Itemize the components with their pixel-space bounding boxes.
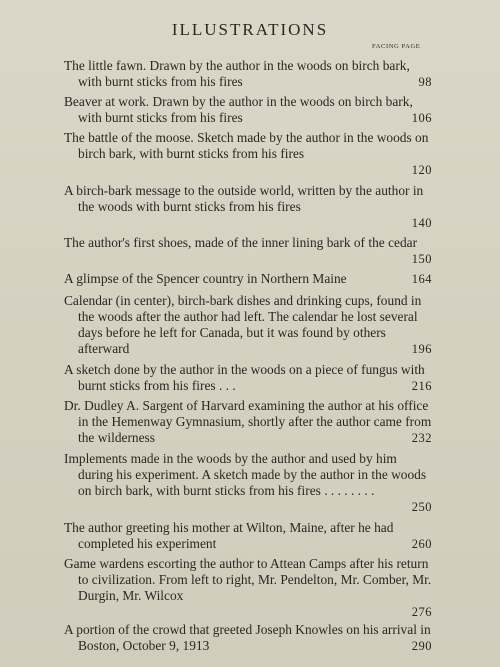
entry-page-number: 276	[411, 605, 432, 619]
entry-page-number: 216	[411, 379, 432, 393]
entry-caption: Game wardens escorting the author to Attean Camps after his return to civilization. From left to right, Mr. Pendelton, Mr. Comber, Mr. Durgin, Mr. Wilcox	[64, 556, 432, 603]
entry-caption: The author's first shoes, made of the inner lining bark of the cedar	[64, 235, 418, 250]
illustration-entry	[64, 451, 432, 515]
entry-caption: Dr. Dudley A. Sargent of Harvard examining the author at his office in the Hemenway Gymnasium, shortly after the author came from the wilderness	[64, 398, 432, 445]
entry-page-number: 150	[411, 252, 432, 266]
illustration-entry	[64, 94, 432, 126]
entry-caption: A birch-bark message to the outside world, written by the author in the woods with burnt sticks from his fires	[64, 183, 424, 214]
entry-page-number: 196	[411, 342, 432, 356]
entry-caption: A glimpse of the Spencer country in Northern Maine	[64, 271, 347, 286]
entry-page-number: 250	[411, 500, 432, 514]
illustration-entry	[64, 362, 432, 394]
illustration-entry	[64, 183, 432, 231]
illustration-entry	[64, 235, 432, 267]
entry-page-number: 290	[411, 639, 432, 653]
illustration-entry	[64, 556, 432, 620]
entry-page-number: 164	[411, 272, 432, 286]
illustration-entry	[64, 271, 432, 287]
entry-caption: The battle of the moose. Sketch made by the author in the woods on birch bark, with burnt sticks from his fires	[64, 130, 429, 161]
entry-caption: Beaver at work. Drawn by the author in the woods on birch bark, with burnt sticks from his fires	[64, 94, 413, 125]
entry-caption: A sketch done by the author in the woods on a piece of fungus with burnt sticks from his fires . . .	[64, 362, 425, 393]
entry-caption: The little fawn. Drawn by the author in the woods on birch bark, with burnt sticks from his fires	[64, 58, 410, 89]
illustration-entry	[64, 520, 432, 552]
entry-page-number: 106	[411, 111, 432, 125]
entry-caption: Implements made in the woods by the author and used by him during his experiment. A sketch made by the author in the woods on birch bark, with burnt sticks from his fires . . . . . . . .	[64, 451, 427, 498]
page-title: ILLUSTRATIONS	[171, 20, 329, 39]
facing-page-label: FACING PAGE	[372, 43, 421, 50]
illustration-entry	[64, 293, 432, 357]
entry-page-number: 120	[411, 163, 432, 177]
entry-page-number: 260	[411, 537, 432, 551]
entry-caption: Calendar (in center), birch-bark dishes and drinking cups, found in the woods after the author had left. The calendar he lost several days before he left for Canada, but it was found by others afterward	[64, 293, 422, 356]
entry-page-number: 98	[418, 75, 432, 89]
entry-page-number: 232	[411, 431, 432, 445]
illustration-entry	[64, 130, 432, 178]
illustration-entry	[64, 622, 432, 654]
illustration-entry	[64, 58, 432, 90]
entry-caption: The author greeting his mother at Wilton, Maine, after he had completed his experiment	[64, 520, 394, 551]
illustration-entry	[64, 398, 432, 446]
entry-caption: A portion of the crowd that greeted Joseph Knowles on his arrival in Boston, October 9, 1913	[64, 622, 431, 653]
entry-page-number: 140	[411, 216, 432, 230]
